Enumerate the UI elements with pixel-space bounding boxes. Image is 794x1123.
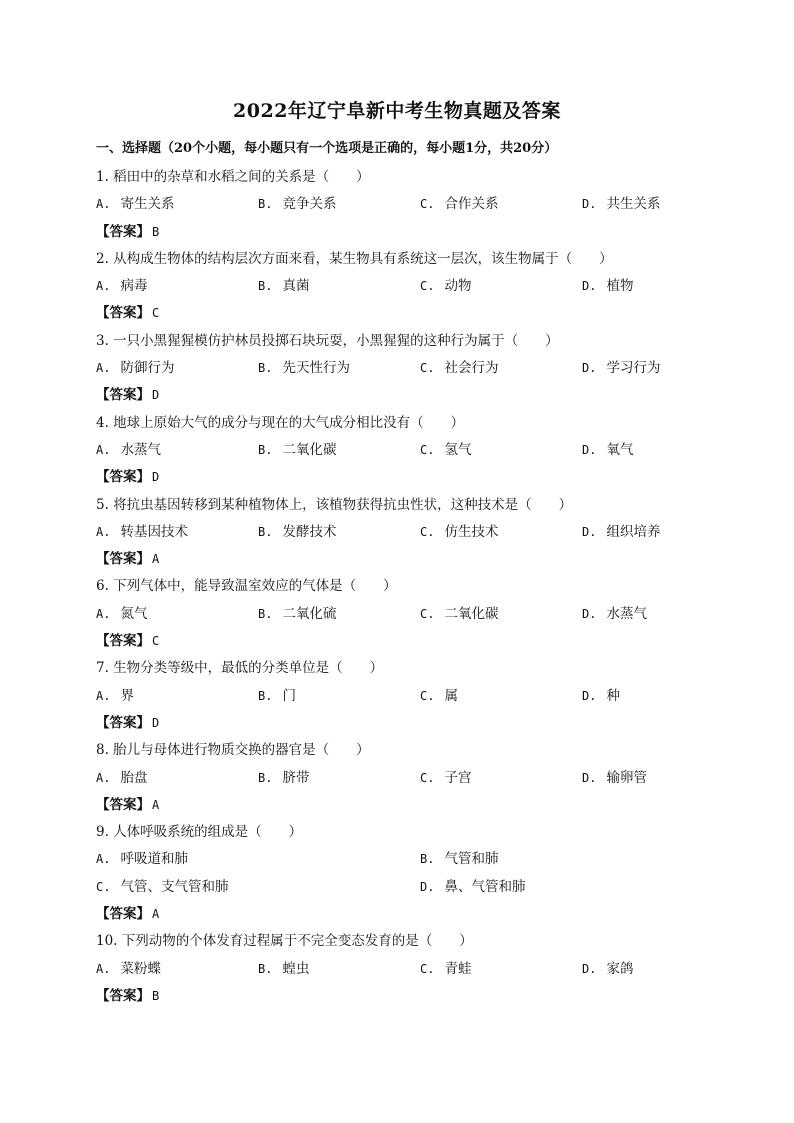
option-b bbox=[258, 273, 309, 300]
answer-value: D bbox=[152, 715, 160, 730]
option-b bbox=[258, 765, 309, 792]
question-stem: 8. 胎儿与母体进行物质交换的器官是（ ） bbox=[96, 742, 370, 759]
answer-label: 【答案】 bbox=[96, 387, 150, 404]
option-text: 二氧化碳 bbox=[444, 605, 499, 622]
option-label: C. bbox=[420, 361, 435, 376]
option-label: D. bbox=[582, 606, 597, 621]
answer-line bbox=[96, 300, 716, 327]
option-text: 气管、支气管和肺 bbox=[120, 878, 229, 895]
option-text: 合作关系 bbox=[444, 196, 499, 213]
options-row bbox=[96, 355, 716, 382]
answer-label: 【答案】 bbox=[96, 906, 150, 923]
option-c bbox=[420, 956, 471, 983]
option-c bbox=[420, 437, 471, 464]
option-b bbox=[258, 519, 336, 546]
option-text: 二氧化碳 bbox=[282, 441, 337, 458]
option-text: 病毒 bbox=[120, 278, 148, 295]
option-text: 共生关系 bbox=[606, 196, 661, 213]
option-label: A. bbox=[96, 688, 111, 703]
option-a bbox=[96, 601, 147, 628]
option-label: D. bbox=[582, 197, 597, 212]
option-d bbox=[582, 519, 660, 546]
answer-line bbox=[96, 792, 716, 819]
question-list bbox=[96, 164, 716, 1010]
options-row bbox=[96, 956, 716, 983]
options-row bbox=[96, 601, 716, 628]
answer-line bbox=[96, 628, 716, 655]
answer-label: 【答案】 bbox=[96, 551, 150, 568]
option-label: C. bbox=[420, 442, 435, 457]
option-label: A. bbox=[96, 770, 111, 785]
option-c bbox=[420, 601, 498, 628]
option-b bbox=[420, 846, 498, 873]
answer-value: A bbox=[152, 907, 160, 922]
option-text: 界 bbox=[120, 687, 134, 704]
option-a bbox=[96, 273, 147, 300]
question-stem: 10. 下列动物的个体发育过程属于不完全变态发育的是（ ） bbox=[96, 933, 473, 950]
option-label: D. bbox=[420, 879, 435, 894]
option-text: 家鸽 bbox=[606, 960, 634, 977]
option-text: 种 bbox=[606, 687, 620, 704]
option-d bbox=[582, 601, 647, 628]
question-stem: 7. 生物分类等级中，最低的分类单位是（ ） bbox=[96, 660, 384, 677]
option-d bbox=[582, 191, 660, 218]
question-stem: 9. 人体呼吸系统的组成是（ ） bbox=[96, 824, 303, 841]
option-text: 氧气 bbox=[606, 441, 634, 458]
answer-label: 【答案】 bbox=[96, 223, 150, 240]
option-b bbox=[258, 601, 336, 628]
answer-value: D bbox=[152, 470, 160, 485]
option-c bbox=[420, 273, 471, 300]
option-text: 氢气 bbox=[444, 441, 472, 458]
answer-label: 【答案】 bbox=[96, 305, 150, 322]
option-text: 菜粉蝶 bbox=[120, 960, 161, 977]
option-label: A. bbox=[96, 361, 111, 376]
option-label: B. bbox=[258, 606, 273, 621]
option-text: 发酵技术 bbox=[282, 523, 337, 540]
answer-line bbox=[96, 464, 716, 491]
option-label: D. bbox=[582, 770, 597, 785]
option-text: 蝗虫 bbox=[282, 960, 310, 977]
option-a bbox=[96, 683, 134, 710]
option-d bbox=[582, 437, 633, 464]
option-b bbox=[258, 191, 336, 218]
question-stem: 3. 一只小黑猩猩模仿护林员投掷石块玩耍，小黑猩猩的这种行为属于（ ） bbox=[96, 332, 559, 349]
option-label: B. bbox=[258, 770, 273, 785]
option-b bbox=[258, 437, 336, 464]
option-text: 先天性行为 bbox=[282, 360, 350, 377]
answer-line bbox=[96, 546, 716, 573]
option-label: A. bbox=[96, 442, 111, 457]
answer-label: 【答案】 bbox=[96, 987, 150, 1004]
answer-value: C bbox=[152, 306, 160, 321]
option-label: B. bbox=[258, 361, 273, 376]
option-a bbox=[96, 191, 174, 218]
option-label: D. bbox=[582, 524, 597, 539]
option-text: 氮气 bbox=[120, 605, 148, 622]
answer-value: A bbox=[152, 552, 160, 567]
option-label: A. bbox=[96, 961, 111, 976]
option-label: B. bbox=[258, 524, 273, 539]
option-label: D. bbox=[582, 961, 597, 976]
answer-value: A bbox=[152, 797, 160, 812]
options-row bbox=[96, 874, 716, 901]
option-label: A. bbox=[96, 279, 111, 294]
option-a bbox=[96, 355, 174, 382]
question-stem: 5. 将抗虫基因转移到某种植物体上，该植物获得抗虫性状，这种技术是（ ） bbox=[96, 496, 573, 513]
option-d bbox=[582, 683, 620, 710]
option-text: 转基因技术 bbox=[120, 523, 188, 540]
option-c bbox=[420, 683, 458, 710]
option-c bbox=[420, 191, 498, 218]
answer-line bbox=[96, 710, 716, 737]
section-heading: 一、选择题（20个小题，每小题只有一个选项是正确的，每小题1分，共20分） bbox=[96, 141, 558, 156]
option-a bbox=[96, 956, 161, 983]
option-text: 胎盘 bbox=[120, 769, 148, 786]
option-text: 寄生关系 bbox=[120, 196, 175, 213]
question-stem: 6. 下列气体中，能导致温室效应的气体是（ ） bbox=[96, 578, 397, 595]
option-text: 动物 bbox=[444, 278, 472, 295]
option-label: D. bbox=[582, 442, 597, 457]
option-label: B. bbox=[258, 197, 273, 212]
option-text: 真菌 bbox=[282, 278, 310, 295]
option-label: D. bbox=[582, 688, 597, 703]
option-text: 社会行为 bbox=[444, 360, 499, 377]
option-label: B. bbox=[258, 442, 273, 457]
option-label: A. bbox=[96, 197, 111, 212]
option-text: 植物 bbox=[606, 278, 634, 295]
option-text: 青蛙 bbox=[444, 960, 472, 977]
option-text: 二氧化硫 bbox=[282, 605, 337, 622]
option-text: 竞争关系 bbox=[282, 196, 337, 213]
question-stem: 1. 稻田中的杂草和水稻之间的关系是（ ） bbox=[96, 169, 370, 185]
option-d bbox=[582, 765, 647, 792]
option-text: 脐带 bbox=[282, 769, 310, 786]
option-label: B. bbox=[258, 279, 273, 294]
option-a bbox=[96, 765, 147, 792]
option-c bbox=[96, 874, 228, 901]
option-text: 门 bbox=[282, 687, 296, 704]
option-d bbox=[582, 273, 633, 300]
option-label: B. bbox=[420, 852, 435, 867]
option-a bbox=[96, 846, 188, 873]
option-label: C. bbox=[420, 961, 435, 976]
answer-value: C bbox=[152, 634, 160, 649]
option-text: 气管和肺 bbox=[444, 851, 499, 868]
option-d bbox=[582, 956, 633, 983]
option-label: A. bbox=[96, 524, 111, 539]
answer-label: 【答案】 bbox=[96, 469, 150, 486]
answer-value: B bbox=[152, 988, 160, 1003]
option-label: D. bbox=[582, 279, 597, 294]
page-title: 2022年辽宁阜新中考生物真题及答案 bbox=[233, 100, 561, 122]
option-text: 组织培养 bbox=[606, 523, 661, 540]
answer-value: B bbox=[152, 224, 160, 239]
option-label: A. bbox=[96, 606, 111, 621]
answer-line bbox=[96, 219, 716, 246]
option-label: C. bbox=[420, 279, 435, 294]
option-label: D. bbox=[582, 361, 597, 376]
option-text: 呼吸道和肺 bbox=[120, 851, 188, 868]
answer-label: 【答案】 bbox=[96, 714, 150, 731]
options-row bbox=[96, 437, 716, 464]
option-text: 鼻、气管和肺 bbox=[444, 878, 526, 895]
option-b bbox=[258, 683, 296, 710]
options-row bbox=[96, 191, 716, 218]
option-text: 水蒸气 bbox=[120, 441, 161, 458]
option-label: C. bbox=[420, 688, 435, 703]
options-row bbox=[96, 765, 716, 792]
answer-line bbox=[96, 901, 716, 928]
option-d bbox=[420, 874, 525, 901]
option-label: C. bbox=[420, 770, 435, 785]
options-row bbox=[96, 273, 716, 300]
option-text: 属 bbox=[444, 687, 458, 704]
option-label: C. bbox=[420, 524, 435, 539]
options-row bbox=[96, 519, 716, 546]
option-label: C. bbox=[420, 197, 435, 212]
option-b bbox=[258, 355, 350, 382]
option-label: C. bbox=[96, 879, 111, 894]
option-text: 水蒸气 bbox=[606, 605, 647, 622]
option-text: 防御行为 bbox=[120, 360, 175, 377]
option-a bbox=[96, 437, 161, 464]
options-row bbox=[96, 683, 716, 710]
option-c bbox=[420, 355, 498, 382]
option-a bbox=[96, 519, 188, 546]
option-text: 学习行为 bbox=[606, 360, 661, 377]
question-stem: 4. 地球上原始大气的成分与现在的大气成分相比没有（ ） bbox=[96, 414, 465, 431]
answer-value: D bbox=[152, 388, 160, 403]
option-label: B. bbox=[258, 961, 273, 976]
options-row bbox=[96, 846, 716, 873]
option-label: B. bbox=[258, 688, 273, 703]
option-c bbox=[420, 765, 471, 792]
answer-line bbox=[96, 382, 716, 409]
option-text: 仿生技术 bbox=[444, 523, 499, 540]
option-label: C. bbox=[420, 606, 435, 621]
option-c bbox=[420, 519, 498, 546]
answer-line bbox=[96, 983, 716, 1010]
question-stem: 2. 从构成生物体的结构层次方面来看，某生物具有系统这一层次，该生物属于（ ） bbox=[96, 250, 613, 267]
option-text: 子宫 bbox=[444, 769, 472, 786]
answer-label: 【答案】 bbox=[96, 633, 150, 650]
option-text: 输卵管 bbox=[606, 769, 647, 786]
option-d bbox=[582, 355, 660, 382]
answer-label: 【答案】 bbox=[96, 796, 150, 813]
option-b bbox=[258, 956, 309, 983]
option-label: A. bbox=[96, 852, 111, 867]
